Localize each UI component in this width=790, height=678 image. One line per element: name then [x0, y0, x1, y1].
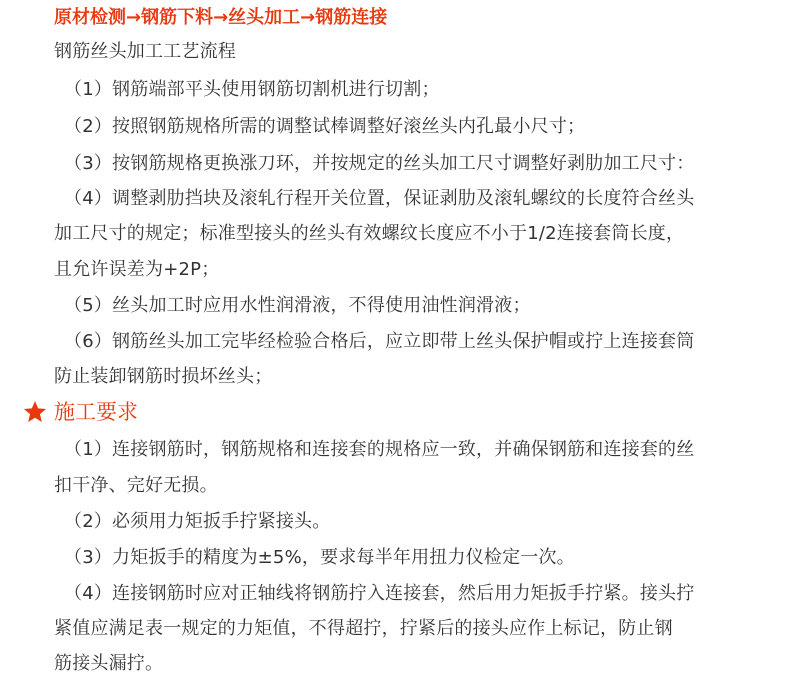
- requirement-line: 紧值应满足表一规定的力矩值，不得超拧，拧紧后的接头应作上标记，防止钢: [54, 618, 673, 639]
- star-icon: [22, 399, 48, 425]
- requirements-heading-text: 施工要求: [54, 400, 138, 424]
- requirement-line: 扣干净、完好无损。: [54, 475, 218, 496]
- requirements-heading: [22, 397, 138, 427]
- process-line: （1）钢筋端部平头使用钢筋切割机进行切割；: [64, 79, 440, 100]
- flow-title: 原材检测→钢筋下料→丝头加工→钢筋连接: [54, 7, 388, 28]
- requirement-line: （2）必须用力矩扳手拧紧接头。: [64, 511, 331, 532]
- process-line: （3）按钢筋规格更换涨刀环，并按规定的丝头加工尺寸调整好剥肋加工尺寸：: [64, 153, 695, 174]
- requirement-line: （1）连接钢筋时，钢筋规格和连接套的规格应一致，并确保钢筋和连接套的丝: [64, 439, 695, 460]
- process-line: （5）丝头加工时应用水性润滑液，不得使用油性润滑液；: [64, 295, 531, 316]
- process-line: 加工尺寸的规定；标准型接头的丝头有效螺纹长度应不小于1/2连接套筒长度，: [54, 223, 685, 244]
- process-line: 且允许误差为+2P；: [54, 259, 220, 280]
- requirement-line: （3）力矩扳手的精度为±5%，要求每半年用扭力仪检定一次。: [64, 547, 575, 568]
- requirement-line: 筋接头漏拧。: [54, 653, 164, 674]
- process-line: 防止装卸钢筋时损坏丝头；: [54, 366, 273, 387]
- process-line: （6）钢筋丝头加工完毕经检验合格后，应立即带上丝头保护帽或拧上连接套筒: [64, 331, 695, 352]
- process-heading: 钢筋丝头加工工艺流程: [54, 41, 236, 62]
- requirement-line: （4）连接钢筋时应对正轴线将钢筋拧入连接套，然后用力矩扳手拧紧。接头拧: [64, 583, 695, 604]
- process-line: （2）按照钢筋规格所需的调整试棒调整好滚丝头内孔最小尺寸；: [64, 116, 586, 137]
- process-line: （4）调整剥肋挡块及滚轧行程开关位置，保证剥肋及滚轧螺纹的长度符合丝头: [64, 188, 695, 209]
